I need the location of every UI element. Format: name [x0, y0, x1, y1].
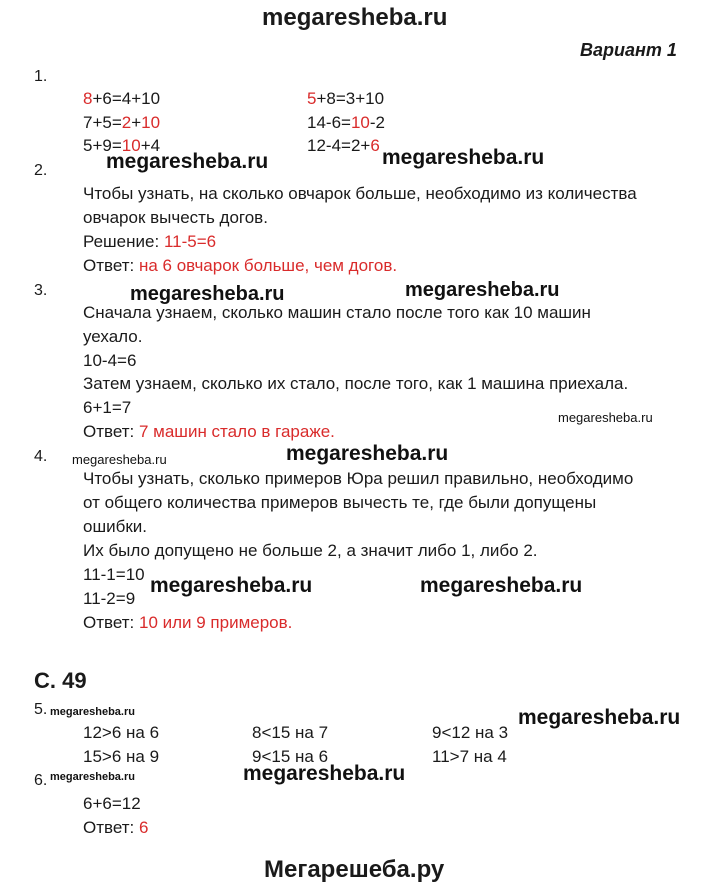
watermark: megaresheba.ru: [518, 706, 681, 729]
watermark: megaresheba.ru: [50, 706, 135, 718]
task-1-number: 1.: [34, 68, 48, 85]
task-5-cell-1-3: 9<12 на 3: [432, 723, 509, 742]
task-2-solution-label: Решение:: [83, 232, 164, 251]
task-3-line-4: Затем узнаем, сколько их стало, после того, как 1 машина приехала.: [83, 374, 629, 393]
task-3-number: 3.: [34, 282, 48, 299]
watermark: megaresheba.ru: [420, 574, 583, 597]
task-1-left-row-3-start: 5+9=: [83, 136, 122, 155]
task-4-line-6: 11-2=9: [83, 589, 136, 608]
task-1-right-row-2: [307, 112, 385, 134]
task-2-answer-label: Ответ:: [83, 256, 139, 275]
task-1-left-row-1: [83, 88, 160, 110]
task-2-answer-value: на 6 овчарок больше, чем догов.: [138, 256, 398, 275]
task-1-left-row-1-rest: +6=4+10: [92, 89, 161, 108]
task-2-answer: [83, 255, 397, 277]
task-4-line-2: от общего количества примеров вычесть те, где были допущены: [83, 493, 597, 512]
task-2-number: 2.: [34, 162, 48, 179]
variant-label: Вариант 1: [580, 40, 677, 60]
task-1-left-row-2-start: 7+5=: [83, 113, 122, 132]
task-1-left-row-2: [83, 112, 160, 134]
watermark: megaresheba.ru: [150, 574, 313, 597]
watermark: megaresheba.ru: [382, 146, 545, 169]
task-5-cell-2-3: 11>7 на 4: [432, 747, 507, 766]
task-4-answer-value: 10 или 9 примеров.: [138, 613, 293, 632]
task-5-cell-1-2: 8<15 на 7: [252, 723, 329, 742]
watermark: megaresheba.ru: [50, 771, 135, 783]
task-1-left-row-3-rest: +4: [140, 136, 161, 155]
task-1-left-row-3-answer: 10: [121, 136, 141, 155]
task-5-number: 5.: [34, 701, 48, 718]
watermark: megaresheba.ru: [130, 283, 285, 305]
watermark: megaresheba.ru: [243, 762, 406, 785]
task-6-number: 6.: [34, 772, 48, 789]
task-1-right-row-1-rest: +8=3+10: [316, 89, 385, 108]
task-4-line-3: ошибки.: [83, 517, 147, 536]
task-1-right-row-1: [307, 88, 384, 110]
task-1-left-row-1-answer: 8: [83, 89, 93, 108]
task-4-number: 4.: [34, 448, 48, 465]
task-3-answer-label: Ответ:: [83, 422, 139, 441]
task-5-cell-2-1: 15>6 на 9: [83, 747, 160, 766]
task-3-answer: [83, 421, 335, 443]
site-header: megaresheba.ru: [262, 4, 448, 31]
watermark: megaresheba.ru: [558, 410, 653, 425]
site-footer: Мегарешеба.ру: [264, 856, 445, 883]
task-2-solution: [83, 231, 216, 253]
task-6-answer: [83, 817, 148, 839]
task-6-line-1: 6+6=12: [83, 794, 141, 813]
watermark: megaresheba.ru: [72, 452, 167, 467]
task-2-line-2: овчарок вычесть догов.: [83, 208, 268, 227]
watermark: megaresheba.ru: [286, 442, 449, 465]
page-title: С. 49: [34, 668, 87, 693]
task-4-line-5: 11-1=10: [83, 565, 145, 584]
task-1-right-row-3-start: 12-4=2+: [307, 136, 371, 155]
task-6-answer-label: Ответ:: [83, 818, 139, 837]
task-4-line-4: Их было допущено не больше 2, а значит либо 1, либо 2.: [83, 541, 538, 560]
task-1-right-row-2-start: 14-6=: [307, 113, 351, 132]
task-1-right-row-3: [307, 135, 380, 157]
watermark: megaresheba.ru: [106, 150, 269, 173]
task-1-right-row-2-rest: -2: [369, 113, 385, 132]
task-1-left-row-2-answer-2: 10: [141, 113, 161, 132]
watermark: megaresheba.ru: [405, 279, 560, 301]
task-4-line-1: Чтобы узнать, сколько примеров Юра решил правильно, необходимо: [83, 469, 634, 488]
task-1-right-row-2-answer: 10: [350, 113, 370, 132]
task-6-answer-value: 6: [138, 818, 149, 837]
task-3-line-3: 10-4=6: [83, 351, 137, 370]
task-3-line-2: уехало.: [83, 327, 143, 346]
task-1-left-row-2-answer: 2: [121, 113, 132, 132]
task-1-right-row-3-answer: 6: [370, 136, 380, 155]
task-3-line-5: 6+1=7: [83, 398, 132, 417]
task-1-right-row-1-answer: 5: [307, 89, 317, 108]
task-3-line-1: Сначала узнаем, сколько машин стало после того как 10 машин: [83, 303, 591, 322]
task-3-answer-value: 7 машин стало в гараже.: [138, 422, 335, 441]
task-4-answer-label: Ответ:: [83, 613, 139, 632]
task-5-cell-2-2: 9<15 на 6: [252, 747, 329, 766]
task-5-cell-1-1: 12>6 на 6: [83, 723, 160, 742]
task-4-answer: [83, 612, 292, 634]
task-2-solution-value: 11-5=6: [163, 232, 217, 251]
task-1-left-row-2-plus: +: [131, 113, 142, 132]
task-2-line-1: Чтобы узнать, на сколько овчарок больше, необходимо из количества: [83, 184, 637, 203]
